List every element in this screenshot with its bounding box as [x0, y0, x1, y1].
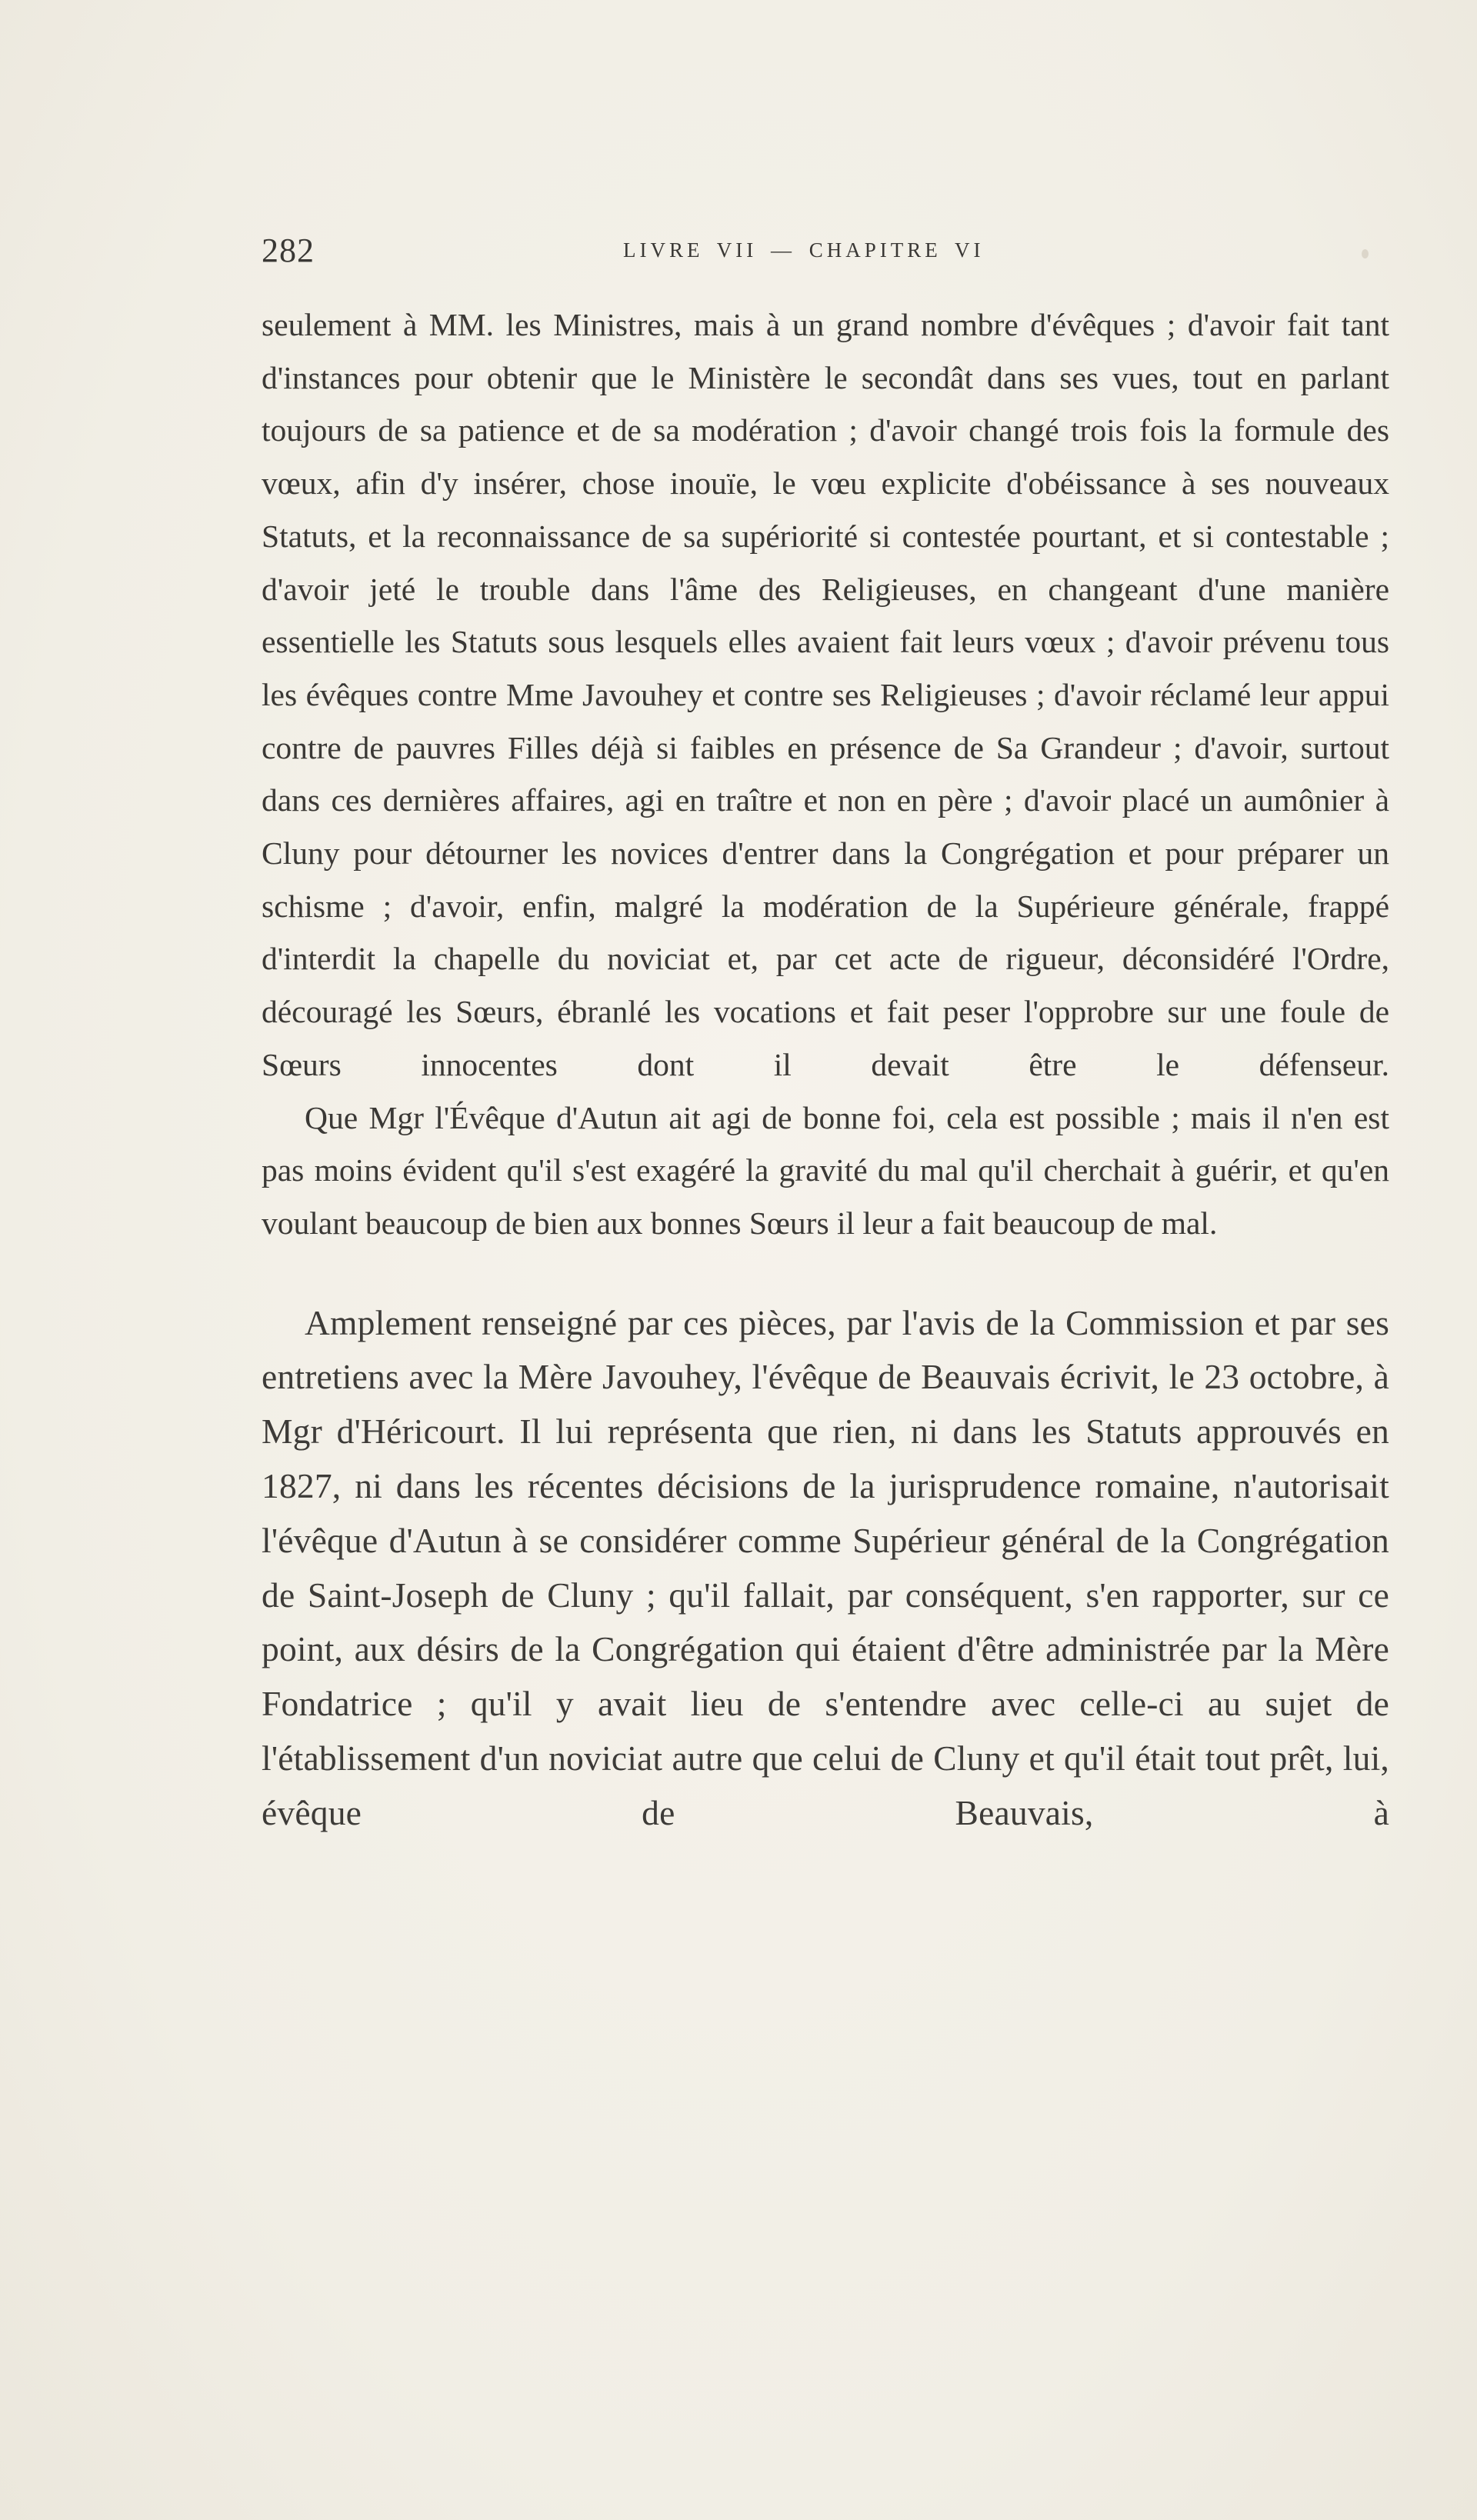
body-text: [262, 298, 1389, 1841]
paragraph-2: Que Mgr l'Évêque d'Autun ait agi de bonne foi, cela est possible ; mais il n'en est pas moins évident qu'il s'est exagéré la gravité du mal qu'il cherchait à guérir, et qu'en voulant beaucoup de bien aux bonnes Sœurs il leur a fait beaucoup de mal.: [262, 1099, 1389, 1241]
running-head: LIVRE VII — CHAPITRE VI: [623, 238, 985, 262]
paper-speck: [1362, 249, 1369, 258]
page-header: [262, 231, 1400, 277]
paragraph-1: seulement à MM. les Ministres, mais à un grand nombre d'évêques ; d'avoir fait tant d'instances pour obtenir que le Ministère le secondât dans ses vues, tout en parlant toujours de sa patience et de sa modération ; d'avoir changé trois fois la formule des vœux, afin d'y insérer, chose inouïe, le vœu explicite d'obéissance à ses nouveaux Statuts, et la reconnaissance de sa supériorité si contestée pourtant, et si contestable ; d'avoir jeté le trouble dans l'âme des Religieuses, en changeant d'une manière essentielle les Statuts sous lesquels elles avaient fait leurs vœux ; d'avoir prévenu tous les évêques contre Mme Javouhey et contre ses Religieuses ; d'avoir réclamé leur appui contre de pauvres Filles déjà si faibles en présence de Sa Grandeur ; d'avoir, surtout dans ces dernières affaires, agi en traître et non en père ; d'avoir placé un aumônier à Cluny pour détourner les novices d'entrer dans la Congrégation et pour préparer un schisme ; d'avoir, enfin, malgré la modération de la Supérieure générale, frappé d'interdit la chapelle du noviciat et, par cet acte de rigueur, déconsidéré l'Ordre, découragé les Sœurs, ébranlé les vocations et fait peser l'opprobre sur une foule de Sœurs innocentes dont il devait être le défenseur.: [262, 307, 1389, 1082]
page-number: 282: [262, 232, 315, 269]
paragraph-3: Amplement renseigné par ces pièces, par l'avis de la Commission et par ses entretiens avec la Mère Javouhey, l'évêque de Beauvais écrivit, le 23 octobre, à Mgr d'Héricourt. Il lui représenta que rien, ni dans les Statuts approuvés en 1827, ni dans les récentes décisions de la jurisprudence romaine, n'autorisait l'évêque d'Autun à se considérer comme Supérieur général de la Congrégation de Saint-Joseph de Cluny ; qu'il fallait, par conséquent, s'en rapporter, sur ce point, aux désirs de la Congrégation qui étaient d'être administrée par la Mère Fondatrice ; qu'il y avait lieu de s'entendre avec celle-ci au sujet de l'établissement d'un noviciat autre que celui de Cluny et qu'il était tout prêt, lui, évêque de Beauvais, à: [262, 1302, 1389, 1832]
